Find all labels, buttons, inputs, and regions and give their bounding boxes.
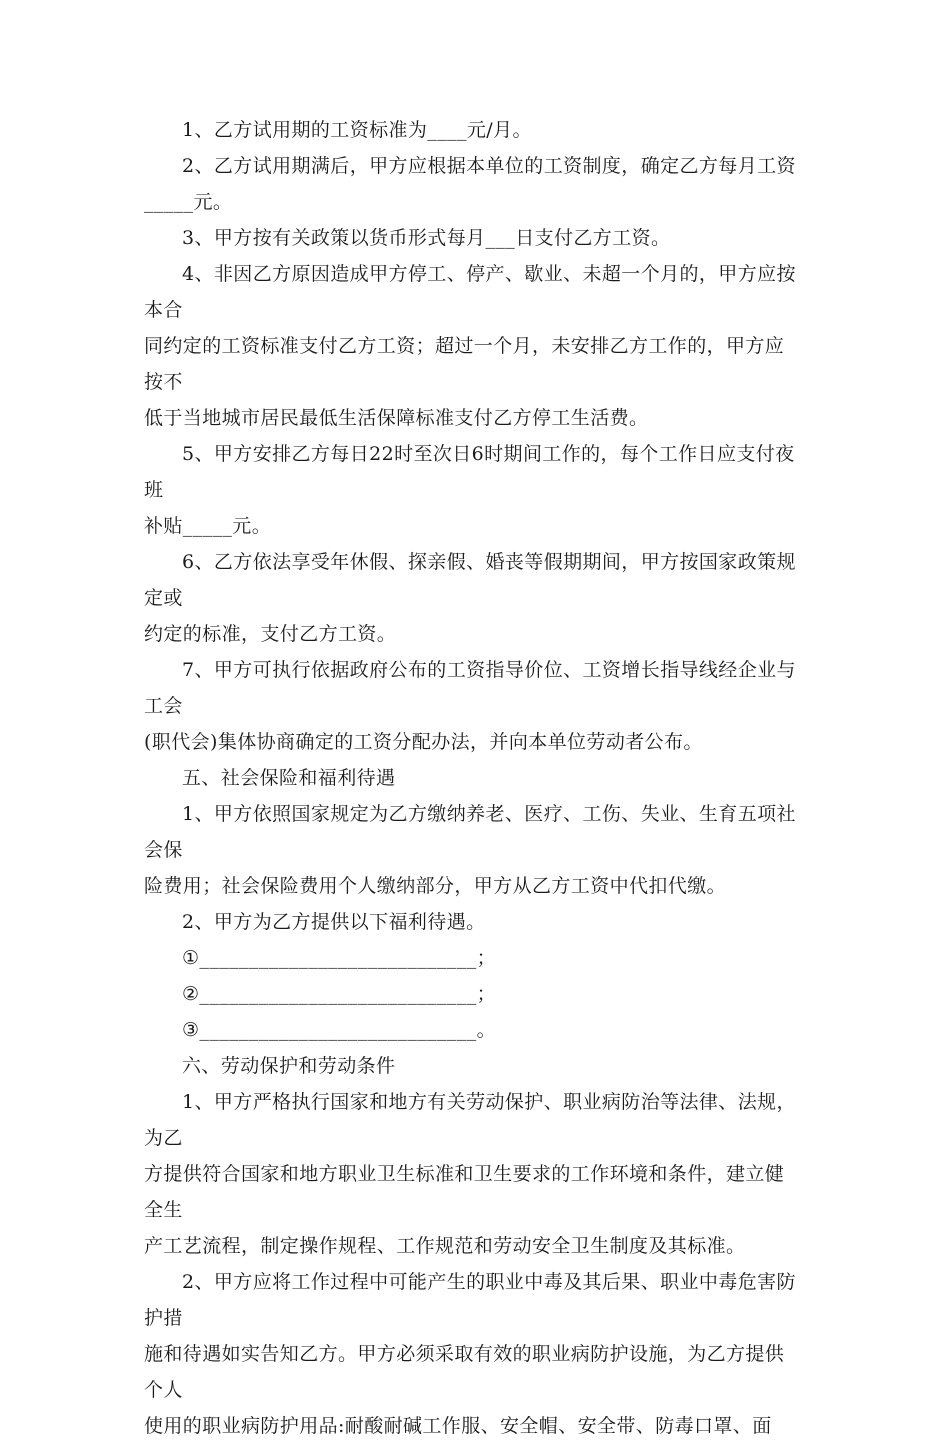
text-line: 2、甲方为乙方提供以下福利待遇。 bbox=[182, 911, 486, 933]
text-line: 1、甲方依照国家规定为乙方缴纳养老、医疗、工伤、失业、生育五项社会保 bbox=[144, 803, 796, 861]
text-line: 1、乙方试用期的工资标准为____元/月。 bbox=[182, 119, 532, 141]
blank-item: ③____________________________。 bbox=[182, 1019, 497, 1041]
text-line: 同约定的工资标准支付乙方工资；超过一个月，未安排乙方工作的，甲方应按不 bbox=[144, 335, 785, 393]
text-line: 约定的标准，支付乙方工资。 bbox=[144, 623, 397, 645]
section-heading: 六、劳动保护和劳动条件 bbox=[182, 1055, 396, 1077]
text-line: 方提供符合国家和地方职业卫生标准和卫生要求的工作环境和条件，建立健全生 bbox=[144, 1163, 785, 1221]
text-line: 7、甲方可执行依据政府公布的工资指导价位、工资增长指导线经企业与工会 bbox=[144, 659, 796, 717]
text-line: 5、甲方安排乙方每日22时至次日6时期间工作的，每个工作日应支付夜班 bbox=[144, 443, 795, 501]
text-line: _____元。 bbox=[144, 191, 233, 213]
text-line: (职代会)集体协商确定的工资分配办法，并向本单位劳动者公布。 bbox=[144, 731, 703, 753]
text-line: 2、甲方应将工作过程中可能产生的职业中毒及其后果、职业中毒危害防护措 bbox=[144, 1271, 796, 1329]
text-line: 产工艺流程，制定操作规程、工作规范和劳动安全卫生制度及其标准。 bbox=[144, 1235, 746, 1257]
text-line: 施和待遇如实告知乙方。甲方必须采取有效的职业病防护设施，为乙方提供个人 bbox=[144, 1343, 785, 1401]
text-line: 4、非因乙方原因造成甲方停工、停产、歇业、未超一个月的，甲方应按本合 bbox=[144, 263, 796, 321]
blank-item: ①____________________________； bbox=[182, 947, 497, 969]
text-line: 使用的职业病防护用品:耐酸耐碱工作服、安全帽、安全带、防毒口罩、面 bbox=[144, 1415, 772, 1437]
text-line: 补贴_____元。 bbox=[144, 515, 272, 537]
blank-item: ②____________________________； bbox=[182, 983, 497, 1005]
text-line: 6、乙方依法享受年休假、探亲假、婚丧等假期期间，甲方按国家政策规定或 bbox=[144, 551, 796, 609]
text-line: 3、甲方按有关政策以货币形式每月___日支付乙方工资。 bbox=[182, 227, 671, 249]
text-line: 1、甲方严格执行国家和地方有关劳动保护、职业病防治等法律、法规，为乙 bbox=[144, 1091, 796, 1149]
text-line: 2、乙方试用期满后，甲方应根据本单位的工资制度，确定乙方每月工资 bbox=[182, 155, 796, 177]
section-heading: 五、社会保险和福利待遇 bbox=[182, 767, 396, 789]
text-line: 低于当地城市居民最低生活保障标准支付乙方停工生活费。 bbox=[144, 407, 649, 429]
text-line: 险费用；社会保险费用个人缴纳部分，甲方从乙方工资中代扣代缴。 bbox=[144, 875, 727, 897]
